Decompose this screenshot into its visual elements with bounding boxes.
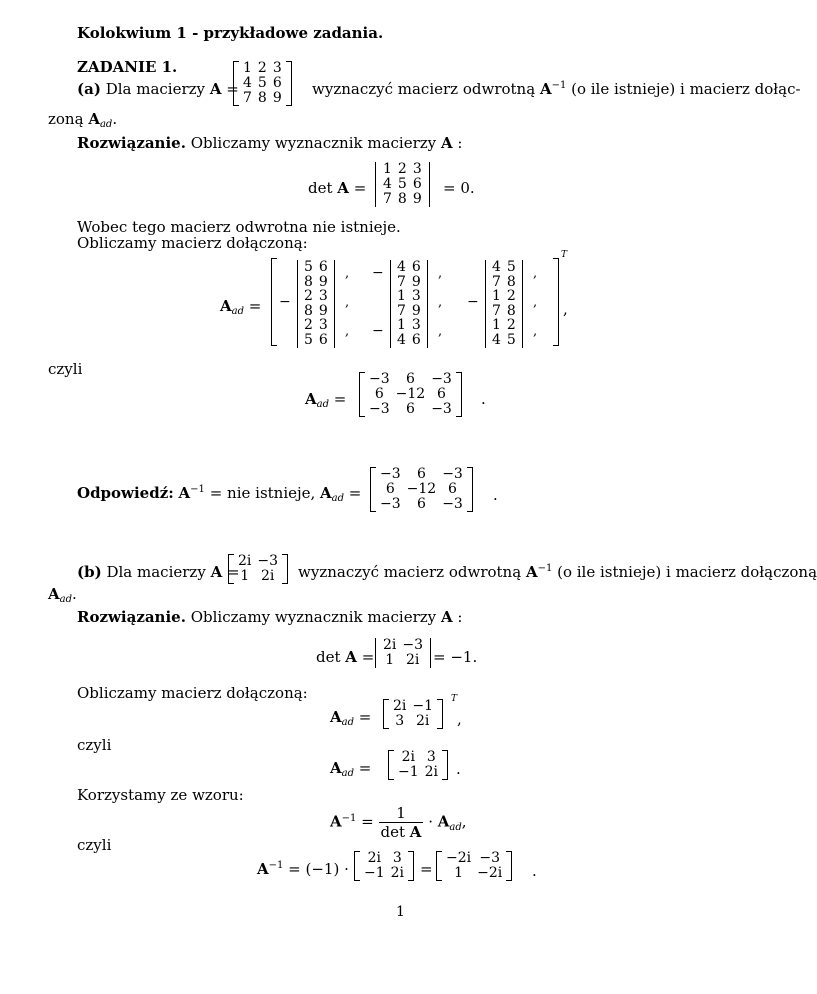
part-b-line2: $A_{ad}$. (48, 585, 77, 605)
matrix-cell: 4 (243, 75, 252, 91)
cofactor-det (483, 260, 525, 290)
matrix-cell: 6 (272, 75, 282, 91)
adj-b-T-matrix (383, 699, 443, 729)
task-heading: ZADANIE 1. (77, 58, 178, 76)
equals: = (420, 860, 433, 878)
matrix-cell: 3 (318, 288, 328, 304)
part-b-task: wyznaczyć macierz odwrotną $A^{-1}$ (o ile istnieje) i macierz dołączoną (298, 563, 817, 581)
det-a-matrix (373, 162, 432, 207)
part-a-intro: (a) Dla macierzy A = (77, 80, 239, 98)
transpose-mark-b: T (451, 694, 458, 704)
cofactor-det (295, 289, 337, 319)
comma: , (345, 295, 350, 310)
matrix-entries (489, 260, 519, 290)
matrix-cell: 6 (448, 481, 457, 497)
matrix-cell: 4 (397, 332, 406, 348)
czyli-b1: czyli (77, 736, 112, 754)
adj-a-result-matrix (359, 372, 462, 417)
matrix-cell: 1 (454, 865, 464, 881)
page-title: Kolokwium 1 - przykładowe zadania. (77, 24, 384, 42)
matrix-cell: 6 (411, 332, 421, 348)
det-b-matrix (373, 638, 433, 668)
matrix-cell: −2i (477, 865, 503, 881)
matrix-cell: 8 (304, 274, 313, 290)
matrix-cell: 2 (304, 288, 313, 304)
comma: , (457, 710, 462, 728)
matrix-entries (390, 699, 436, 729)
adj-b-T-label: $A_{ad}$ = (330, 708, 372, 728)
matrix-entries (366, 372, 455, 417)
cofactor-sign: − (467, 294, 479, 310)
matrix-entries (377, 467, 466, 512)
matrix-cell: 5 (506, 259, 516, 275)
matrix-cell: 5 (304, 332, 313, 348)
matrix-cell: 9 (412, 191, 422, 207)
matrix-entries (394, 289, 424, 319)
matrix-cell: 2 (397, 161, 407, 177)
matrix-cell: 4 (492, 332, 501, 348)
part-a-task: wyznaczyć macierz odwrotną $A^{-1}$ (o ile istnieje) i macierz dołąc- (312, 80, 801, 98)
matrix-cell: 2i (424, 764, 439, 780)
answer-adj-matrix (370, 467, 473, 512)
det-b-label: det A = (316, 648, 375, 666)
matrix-cell: 2i (367, 850, 382, 866)
cofactor-matrix (271, 250, 567, 348)
comma: , (438, 295, 443, 310)
matrix-cell: −1 (398, 764, 419, 780)
adj-b-matrix (388, 750, 448, 780)
matrix-entries (301, 318, 331, 348)
page-number: 1 (396, 904, 405, 920)
matrix-cell: 1 (383, 161, 392, 177)
period: . (456, 760, 461, 778)
matrix-cell: 2i (261, 568, 275, 584)
czyli-a: czyli (48, 360, 83, 378)
formula-intro: Korzystamy ze wzoru: (77, 786, 244, 804)
matrix-entries (395, 750, 441, 780)
matrix-entries (489, 289, 519, 319)
matrix-cell: 3 (392, 850, 402, 866)
matrix-cell: 1 (397, 288, 406, 304)
period: . (493, 486, 498, 504)
comma: , (563, 300, 568, 318)
inverse-formula: $A^{-1}$ = $\frac{1}{\text{det A}}$ · $A_{ad}$, (330, 804, 467, 841)
matrix-cell: 6 (385, 481, 395, 497)
matrix-cell: 6 (318, 332, 328, 348)
matrix-cell: −12 (395, 386, 426, 402)
matrix-cell: 9 (272, 90, 282, 106)
matrix-entries (361, 851, 407, 881)
matrix-cell: 4 (492, 259, 501, 275)
matrix-cell: 4 (397, 259, 406, 275)
matrix-cell: 6 (437, 386, 446, 402)
answer-a: Odpowiedź: $A^{-1}$ = nie istnieje, (77, 484, 316, 502)
comma: , (533, 295, 538, 310)
matrix-cell: 3 (412, 161, 422, 177)
comma: , (533, 324, 538, 339)
matrix-cell: 5 (506, 332, 516, 348)
matrix-entries (380, 162, 425, 207)
matrix-cell: 3 (426, 749, 436, 765)
matrix-cell: 6 (416, 466, 426, 482)
matrix-cell: 2i (390, 865, 405, 881)
cofactor-sign: − (279, 294, 291, 310)
matrix-cell: −3 (380, 466, 401, 482)
matrix-cell: 5 (304, 259, 313, 275)
cofactor-det (483, 318, 525, 348)
matrix-entries (301, 289, 331, 319)
matrix-cell: 1 (240, 568, 250, 584)
matrix-B (228, 554, 288, 584)
cofactor-det (388, 289, 430, 319)
czyli-b2: czyli (77, 836, 112, 854)
det-a-label: det A = (308, 179, 367, 197)
matrix-cell: 2 (506, 288, 516, 304)
matrix-cell: 2i (383, 637, 397, 653)
cofactor-det (388, 318, 430, 348)
matrix-entries (443, 851, 505, 881)
matrix-cell: 1 (492, 317, 501, 333)
matrix-cell: 6 (405, 401, 415, 417)
matrix-cell: −3 (442, 496, 463, 512)
matrix-cell: 1 (397, 317, 406, 333)
adj-a-result-label: $A_{ad}$ = (305, 390, 347, 410)
comma: , (438, 324, 443, 339)
no-inverse-text: Wobec tego macierz odwrotna nie istnieje. (77, 218, 401, 236)
final-label: $A^{-1} = (-1)$ · (257, 860, 349, 878)
comma: , (345, 324, 350, 339)
matrix-cell: 3 (272, 60, 282, 76)
matrix-cell: −3 (442, 466, 463, 482)
solution-a: Rozwiązanie. Obliczamy wyznacznik macierzy A : (77, 134, 463, 152)
cofactor-det (388, 260, 430, 290)
period: . (532, 862, 537, 880)
part-b-intro: (b) Dla macierzy A = (77, 563, 240, 581)
matrix-cell: −3 (431, 401, 452, 417)
matrix-cell: 9 (318, 303, 328, 319)
matrix-cell: 6 (405, 371, 415, 387)
matrix-entries (301, 260, 331, 290)
matrix-cell: 2i (401, 749, 416, 765)
matrix-cell: 3 (318, 317, 328, 333)
matrix-cell: −3 (369, 371, 390, 387)
matrix-cell: −2i (446, 850, 472, 866)
matrix-cell: 2 (257, 60, 267, 76)
matrix-entries (380, 638, 426, 668)
compute-adj-text: Obliczamy macierz dołączoną: (77, 234, 308, 252)
matrix-cell: −3 (257, 553, 279, 569)
matrix-cell: 2i (393, 698, 407, 714)
matrix-cell: 3 (395, 713, 405, 729)
matrix-cell: 8 (257, 90, 267, 106)
cofactor-sign: − (372, 323, 384, 339)
matrix-cell: 3 (411, 288, 421, 304)
matrix-cell: 6 (416, 496, 426, 512)
matrix-cell: 6 (412, 176, 422, 192)
matrix-cell: 2i (406, 652, 420, 668)
matrix-cell: 9 (411, 303, 421, 319)
cofactor-det (295, 318, 337, 348)
matrix-entries (235, 554, 281, 584)
compute-adj-b-text: Obliczamy macierz dołączoną: (77, 684, 308, 702)
matrix-cell: 8 (506, 303, 516, 319)
matrix-entries (240, 61, 285, 106)
matrix-cell: 7 (243, 90, 252, 106)
matrix-entries (489, 318, 519, 348)
matrix-cell: 7 (383, 191, 392, 207)
matrix-cell: 1 (385, 652, 395, 668)
cofactor-det (295, 260, 337, 290)
matrix-cell: 2 (304, 317, 313, 333)
matrix-cell: −1 (364, 865, 385, 881)
matrix-cell: 3 (411, 317, 421, 333)
det-a-result: = 0. (443, 179, 475, 197)
answer-adj-label: $A_{ad}$ = (320, 484, 362, 504)
matrix-cell: 6 (318, 259, 328, 275)
matrix-entries (394, 260, 424, 290)
comma: , (345, 266, 350, 281)
period: . (481, 390, 486, 408)
matrix-cell: 5 (257, 75, 267, 91)
final-matrix-2 (436, 851, 512, 881)
matrix-cell: 5 (397, 176, 407, 192)
matrix-cell: 8 (506, 274, 516, 290)
matrix-cell: 1 (492, 288, 501, 304)
matrix-cell: 2i (416, 713, 430, 729)
matrix-cell: 7 (492, 303, 501, 319)
matrix-cell: −3 (380, 496, 401, 512)
comma: , (438, 266, 443, 281)
matrix-cell: 6 (374, 386, 384, 402)
transpose-mark: T (560, 250, 567, 260)
matrix-cell: 7 (397, 274, 406, 290)
matrix-cell: 1 (243, 60, 252, 76)
solution-b: Rozwiązanie. Obliczamy wyznacznik macierzy A : (77, 608, 463, 626)
matrix-cell: 9 (411, 274, 421, 290)
comma: , (533, 266, 538, 281)
det-b-result: = −1. (433, 648, 478, 666)
matrix-cell: −3 (369, 401, 390, 417)
cofactor-sign: − (372, 265, 384, 281)
matrix-cell: 6 (411, 259, 421, 275)
adj-b-label: $A_{ad}$ = (330, 759, 372, 779)
matrix-cell: 7 (397, 303, 406, 319)
matrix-entries (394, 318, 424, 348)
matrix-cell: 8 (304, 303, 313, 319)
matrix-cell: −3 (479, 850, 500, 866)
matrix-cell: −1 (412, 698, 434, 714)
matrix-cell: −3 (402, 637, 424, 653)
matrix-cell: −12 (406, 481, 437, 497)
matrix-cell: 7 (492, 274, 501, 290)
cofactor-det (483, 289, 525, 319)
matrix-cell: 2 (506, 317, 516, 333)
matrix-cell: 8 (397, 191, 407, 207)
matrix-cell: 4 (383, 176, 392, 192)
matrix-cell: 2i (238, 553, 252, 569)
adj-a-label: $A_{ad}$ = (220, 297, 262, 317)
final-matrix-1 (354, 851, 414, 881)
matrix-cell: −3 (431, 371, 452, 387)
part-a-line2: zoną $A_{ad}$. (48, 110, 118, 130)
matrix-cell: 9 (318, 274, 328, 290)
matrix-A (233, 61, 292, 106)
